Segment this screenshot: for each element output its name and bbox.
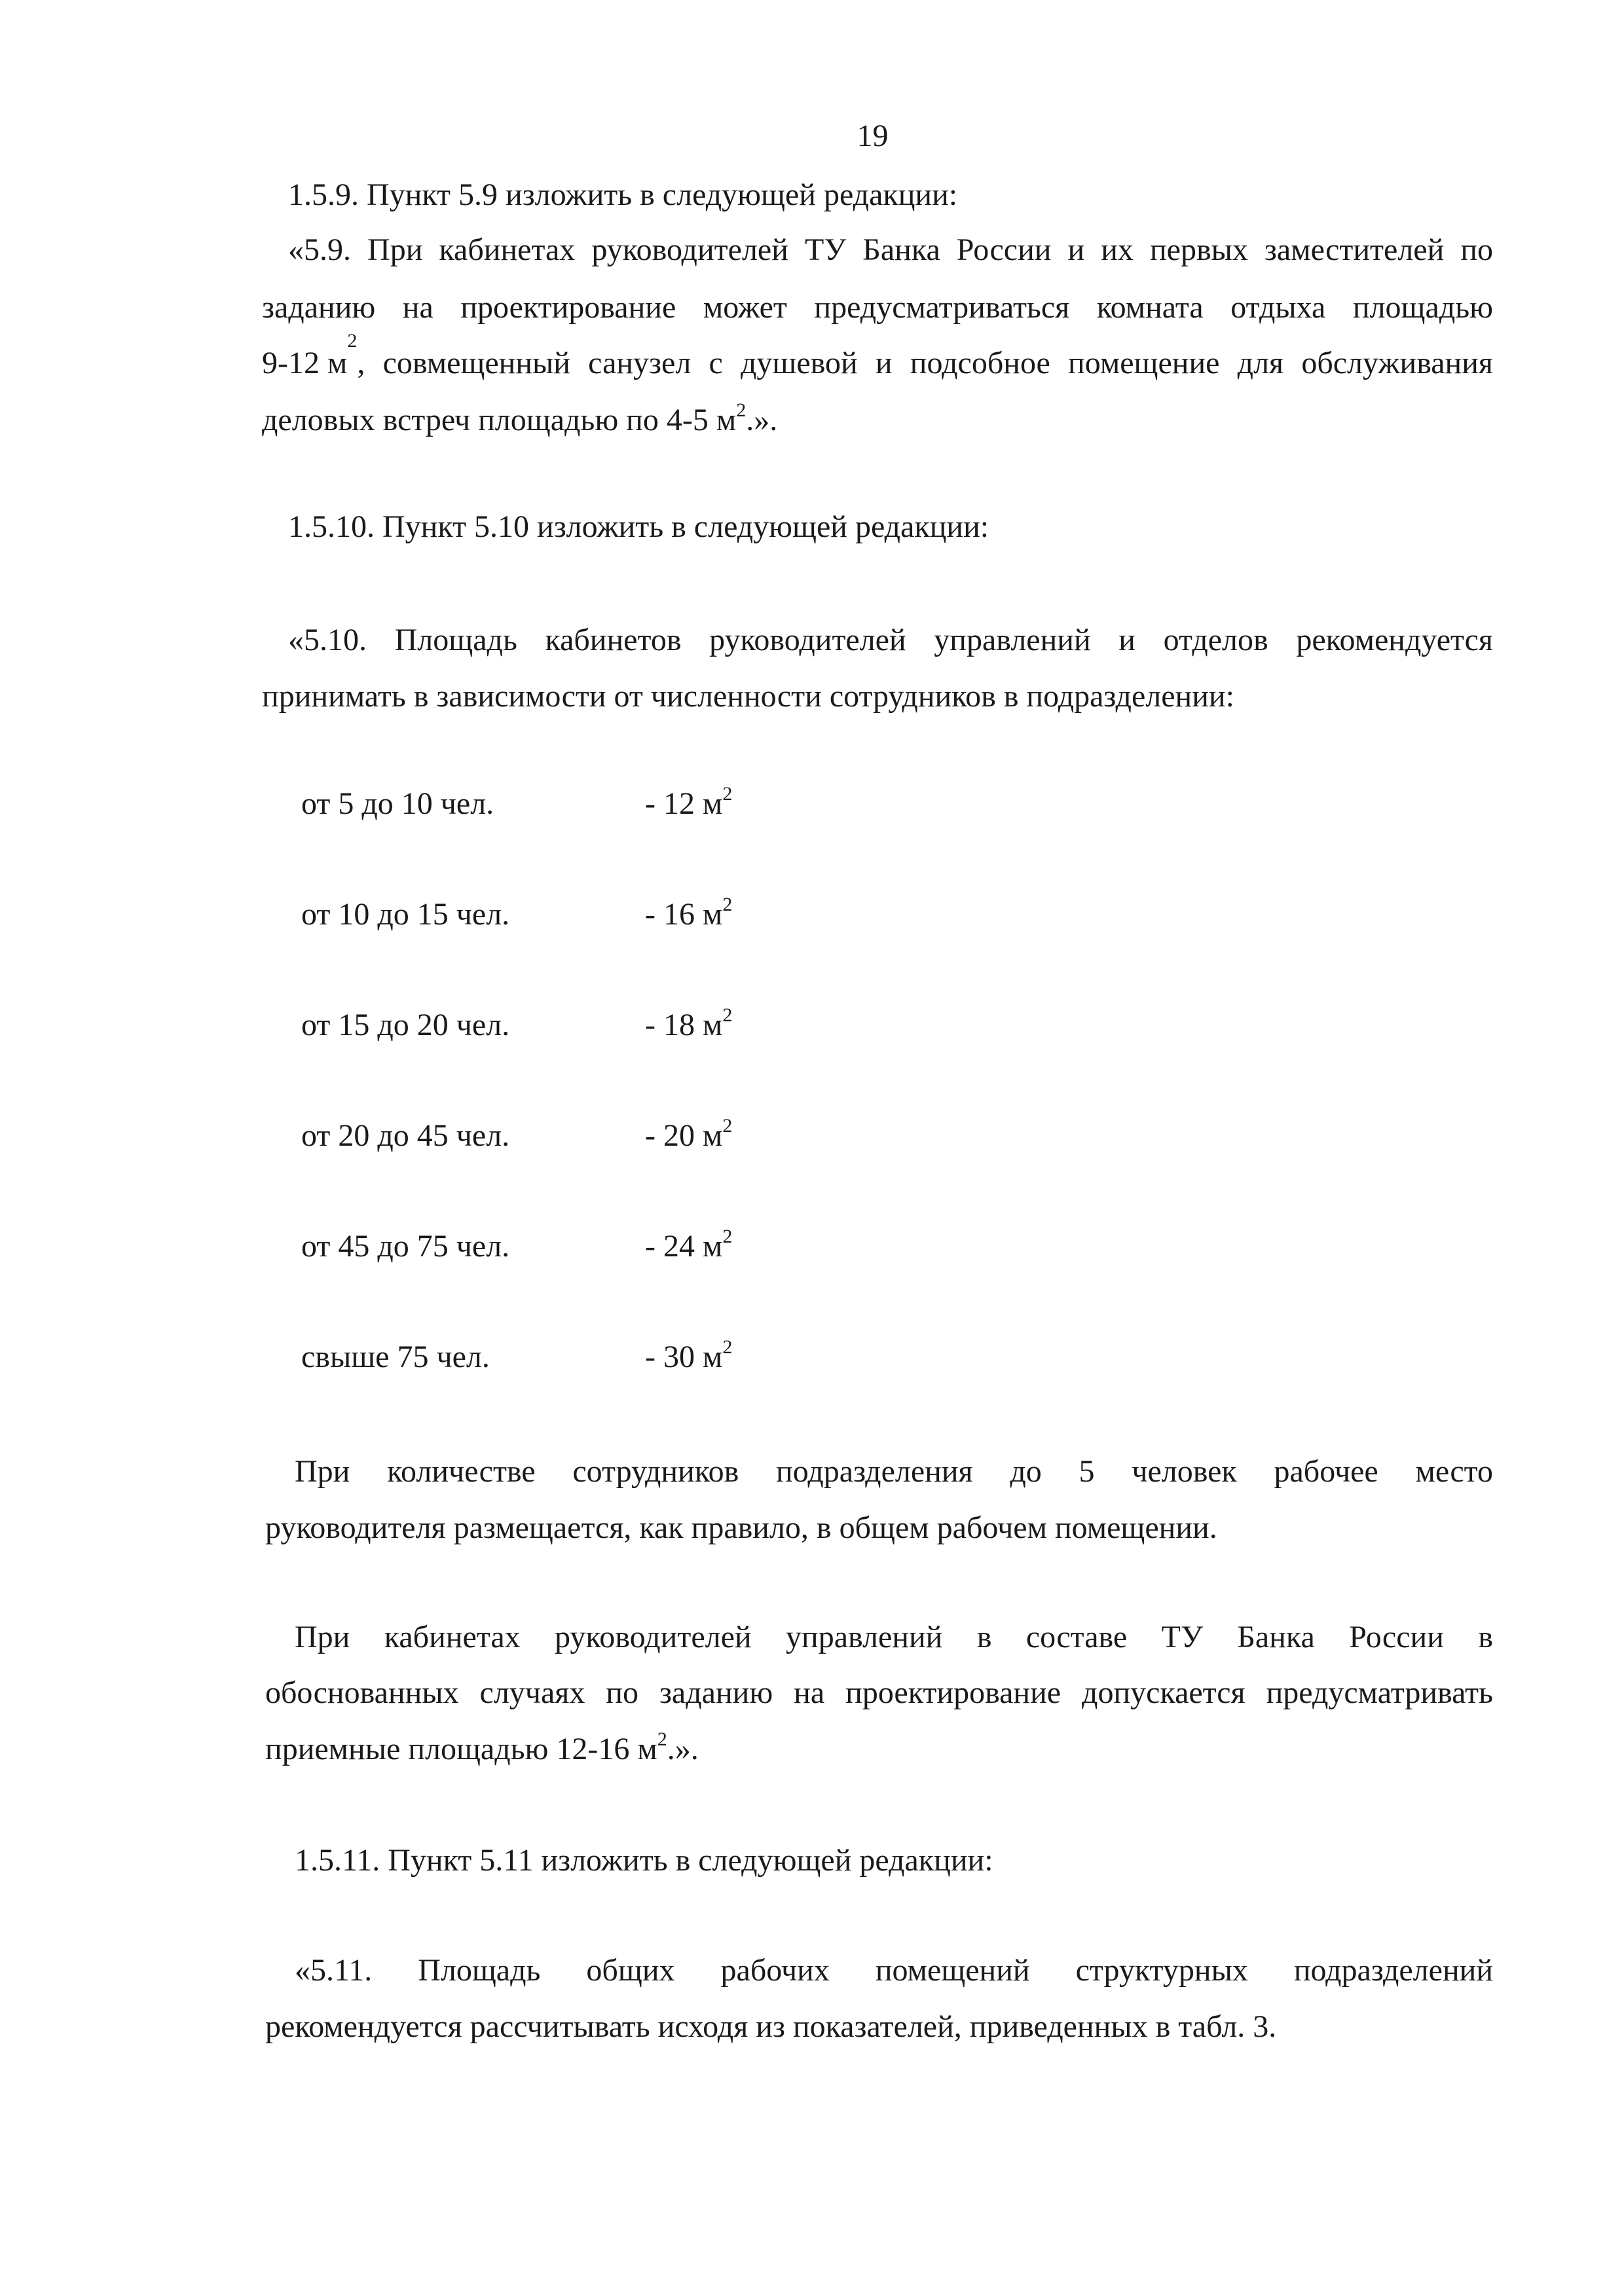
row-label: от 10 до 15 чел. (301, 897, 510, 932)
note-2-line-1: При кабинетах руководителей управлений в составе ТУ Банка России в (295, 1620, 1493, 1654)
row-value: - 18 $м^2$ (645, 1004, 733, 1042)
row-label: от 45 до 75 чел. (301, 1229, 510, 1264)
row-value: - 30 $м^2$ (645, 1336, 733, 1374)
paragraph-5-10-line-1: «5.10. Площадь кабинетов руководителей управлений и отделов рекомендуется (288, 623, 1493, 657)
paragraph-5-9-line-1: «5.9. При кабинетах руководителей ТУ Банка России и их первых заместителей по (288, 232, 1493, 267)
row-value: - 16 $м^2$ (645, 894, 733, 932)
paragraph-5-11-line-1: «5.11. Площадь общих рабочих помещений структурных подразделений (295, 1953, 1493, 1988)
heading-1-5-11: 1.5.11. Пункт 5.11 изложить в следующей редакции: (295, 1843, 993, 1878)
row-label: от 15 до 20 чел. (301, 1008, 510, 1042)
paragraph-5-11-line-2: рекомендуется рассчитывать исходя из показателей, приведенных в табл. 3. (265, 2009, 1277, 2044)
paragraph-5-9-line-3 (262, 330, 1493, 383)
row-label: от 20 до 45 чел. (301, 1118, 510, 1153)
note-2-line-3 (265, 1730, 699, 1769)
paragraph-5-10-line-2: принимать в зависимости от численности сотрудников в подразделении: (262, 679, 1234, 714)
row-label: от 5 до 10 чел. (301, 786, 494, 821)
area-text: 9-12 м (262, 346, 348, 380)
row-value: - 24 $м^2$ (645, 1226, 733, 1264)
row-value: - 12 $м^2$ (645, 783, 733, 821)
paragraph-5-9-line-4 (262, 401, 777, 440)
row-label: свыше 75 чел. (301, 1339, 490, 1374)
paragraph-text: деловых встреч площадью по 4-5 м (262, 403, 737, 437)
note-2-line-2: обоснованных случаях по заданию на проектирование допускается предусматривать (265, 1675, 1493, 1710)
superscript: 2 (736, 399, 747, 421)
paragraph-text: , совмещенный санузел с душевой и подсобное помещение для обслуживания (357, 346, 1493, 380)
superscript: 2 (657, 1728, 667, 1750)
paragraph-text: .». (667, 1732, 699, 1766)
note-1-line-1: При количестве сотрудников подразделения до 5 человек рабочее место (295, 1454, 1493, 1489)
page-number: 19 (857, 118, 889, 153)
superscript: 2 (347, 330, 358, 352)
row-value: - 20 $м^2$ (645, 1115, 733, 1153)
paragraph-text: приемные площадью 12-16 м (265, 1732, 657, 1766)
paragraph-5-9-line-2: заданию на проектирование может предусматриваться комната отдыха площадью (262, 290, 1493, 325)
heading-1-5-9: 1.5.9. Пункт 5.9 изложить в следующей редакции: (288, 177, 958, 212)
paragraph-text: .». (746, 403, 778, 437)
heading-1-5-10: 1.5.10. Пункт 5.10 изложить в следующей редакции: (288, 509, 989, 544)
note-1-line-2: руководителя размещается, как правило, в общем рабочем помещении. (265, 1510, 1217, 1545)
